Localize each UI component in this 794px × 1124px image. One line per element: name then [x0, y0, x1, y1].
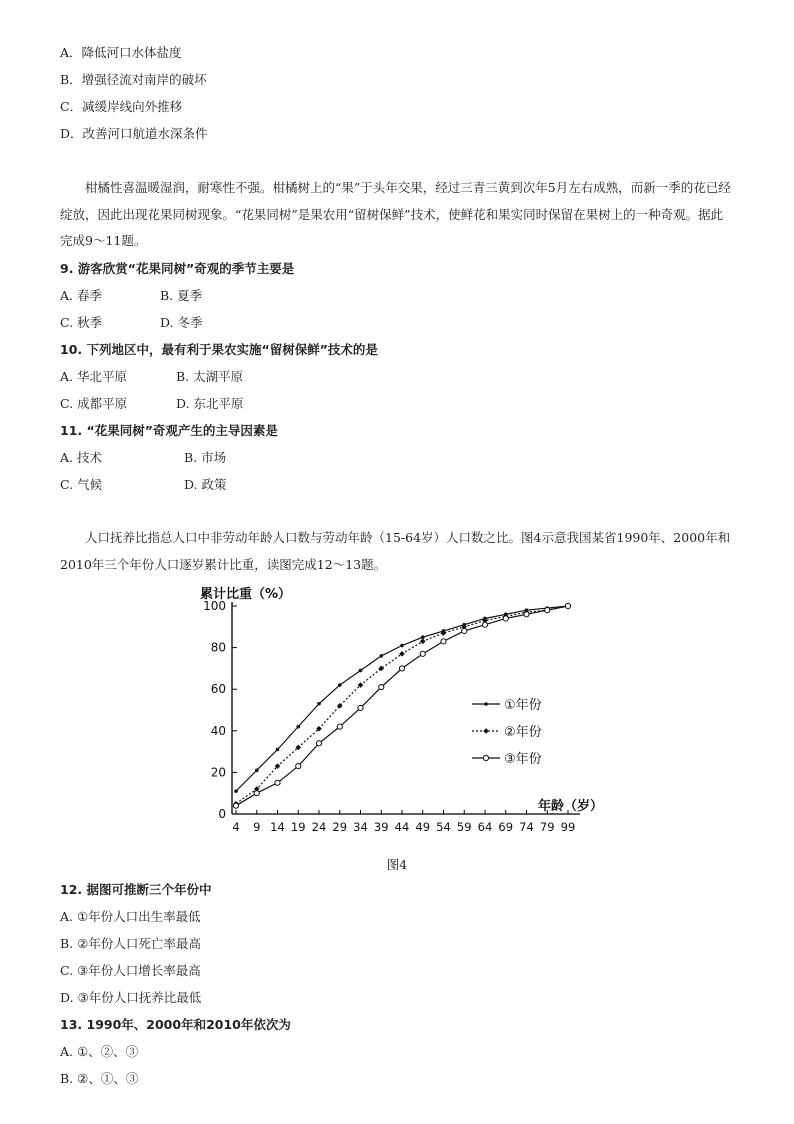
series-1-point [234, 789, 238, 793]
x-tick-label: 79 [539, 820, 555, 834]
question-10-options-row2 [60, 395, 244, 413]
passage-citrus: 柑橘性喜温暖湿润，耐寒性不强。柑橘树上的“果”于头年交果，经过三青三黄到次年5月左右成熟，而新一季的花已经绽放，因此出现花果同树现象。“花果同树”是果农用“留树保鲜”技术，使鲜花和果实同时保留在果树上的一种奇观。据此完成9～11题。 [60, 180, 731, 248]
series-3-point [462, 628, 467, 633]
question-11: 11. “花果同树”奇观产生的主导因素是 [60, 423, 278, 438]
option-b: B．增强径流对南岸的破坏 [60, 72, 207, 87]
option-c: C. ③年份人口增长率最高 [60, 963, 201, 978]
option-d: D. 政策 [184, 477, 227, 492]
option-c: C. 成都平原 [60, 396, 128, 411]
series-3-point [233, 803, 238, 808]
cumulative-population-chart [190, 578, 610, 840]
series-1-point [317, 702, 321, 706]
y-tick-label: 40 [210, 723, 226, 738]
x-tick-label: 39 [373, 820, 389, 834]
x-tick-label: 74 [519, 820, 534, 834]
series-3-point [296, 764, 301, 769]
x-axis-label: 年龄（岁） [538, 799, 604, 814]
y-axis-label: 累计比重（%） [200, 587, 292, 602]
y-tick-label: 60 [210, 682, 226, 697]
series-3-point [565, 603, 570, 608]
series-3-point [337, 724, 342, 729]
option-c: C. 气候 [60, 477, 103, 492]
x-tick-label: 34 [353, 820, 368, 834]
legend-marker-3 [483, 755, 488, 760]
x-tick-label: 59 [456, 820, 472, 834]
question-10: 10. 下列地区中，最有利于果农实施“留树保鲜”技术的是 [60, 342, 378, 357]
option-c: C．减缓岸线向外推移 [60, 99, 183, 114]
series-1-point [296, 725, 300, 729]
series-3-point [379, 685, 384, 690]
series-1-point [379, 654, 383, 658]
option-a: A. ①、②、③ [60, 1044, 139, 1059]
legend-marker-2 [483, 728, 489, 734]
option-a: A. 华北平原 [60, 369, 127, 384]
option-c: C. 秋季 [60, 315, 103, 330]
y-tick-label: 100 [203, 599, 226, 613]
series-3-point [524, 612, 529, 617]
x-tick-label: 64 [477, 820, 493, 834]
series-1-point [338, 683, 342, 687]
chart-svg [190, 578, 610, 840]
option-b: B. ②年份人口死亡率最高 [60, 936, 201, 951]
option-d: D．改善河口航道水深条件 [60, 126, 208, 141]
series-1-point [276, 748, 280, 752]
x-tick-label: 54 [436, 820, 451, 834]
series-3-point [254, 791, 259, 796]
question-9: 9. 游客欣赏“花果同树”奇观的季节主要是 [60, 261, 295, 276]
series-3-point [316, 741, 321, 746]
legend-label-2: ②年份 [504, 725, 542, 740]
question-11-options-row1 [60, 449, 226, 467]
legend-label-3: ③年份 [504, 752, 542, 767]
option-a: A. ①年份人口出生率最低 [60, 909, 201, 924]
x-tick-label: 99 [560, 820, 576, 834]
x-tick-label: 29 [332, 820, 348, 834]
x-tick-label: 14 [270, 820, 285, 834]
option-a: A. 春季 [60, 288, 102, 303]
series-1-point [421, 635, 425, 639]
option-b: B. 太湖平原 [176, 369, 244, 384]
series-1-point [359, 669, 363, 673]
option-d: D. ③年份人口抚养比最低 [60, 990, 202, 1005]
option-d: D. 冬季 [160, 315, 203, 330]
legend-marker-1 [484, 702, 488, 706]
x-tick-label: 69 [498, 820, 514, 834]
question-12: 12. 据图可推断三个年份中 [60, 882, 212, 897]
series-3-point [420, 651, 425, 656]
option-b: B. 市场 [184, 450, 227, 465]
question-11-options-row2 [60, 476, 227, 494]
figure-caption: 图4 [386, 857, 408, 872]
question-10-options-row1 [60, 368, 243, 386]
option-b: B. ②、①、③ [60, 1071, 139, 1086]
option-b: B. 夏季 [160, 288, 203, 303]
series-3-point [275, 780, 280, 785]
series-2-point [420, 639, 426, 645]
series-3-point [545, 608, 550, 613]
option-d: D. 东北平原 [176, 396, 244, 411]
series-3-point [503, 616, 508, 621]
series-3-point [358, 705, 363, 710]
series-1-point [400, 644, 404, 648]
series-3-point [399, 666, 404, 671]
passage-population: 人口抚养比指总人口中非劳动年龄人口数与劳动年龄（15-64岁）人口数之比。图4示意我国某省1990年、2000年和2010年三个年份人口逐岁累计比重，读图完成12～13题。 [60, 530, 731, 572]
legend-label-1: ①年份 [504, 698, 542, 713]
x-tick-label: 19 [290, 820, 306, 834]
question-9-options-row1 [60, 287, 202, 305]
x-tick-label: 24 [311, 820, 327, 834]
y-tick-label: 80 [210, 640, 226, 655]
x-tick-label: 9 [253, 820, 261, 834]
series-3-point [441, 639, 446, 644]
question-9-options-row2 [60, 314, 203, 332]
x-tick-label: 4 [232, 820, 240, 834]
series-3-point [482, 622, 487, 627]
question-13: 13. 1990年、2000年和2010年依次为 [60, 1017, 291, 1032]
y-tick-label: 0 [218, 807, 226, 821]
series-1-point [255, 769, 259, 773]
option-a: A. 技术 [60, 450, 102, 465]
option-a: A．降低河口水体盐度 [60, 45, 182, 60]
x-tick-label: 49 [415, 820, 431, 834]
y-tick-label: 20 [210, 765, 226, 780]
x-tick-label: 44 [394, 820, 410, 834]
